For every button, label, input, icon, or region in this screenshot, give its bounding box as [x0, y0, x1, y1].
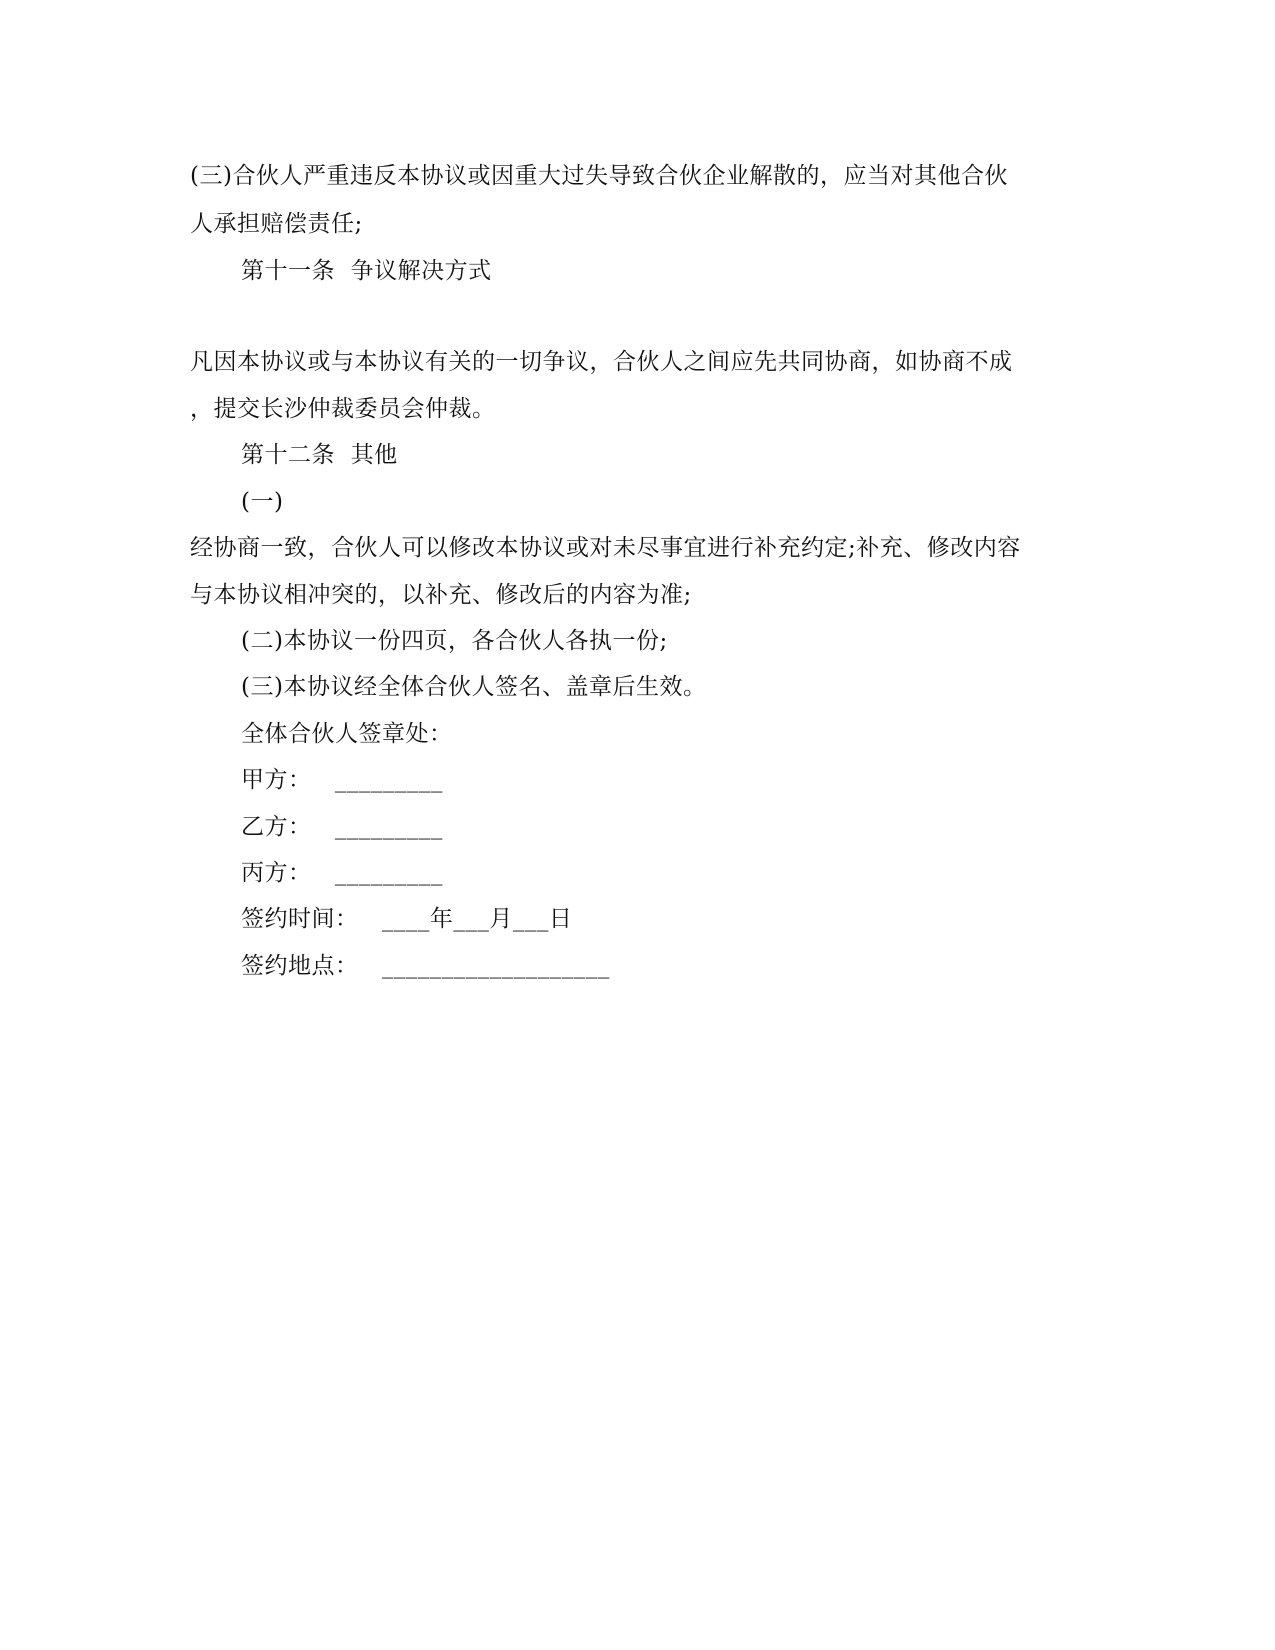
party-c-signature-line: 丙方： _________	[241, 860, 443, 886]
clause-10-item-3-line-1: (三)合伙人严重违反本协议或因重大过失导致合伙企业解散的，应当对其他合伙	[190, 163, 1008, 189]
clause-12-item-1-line-2: 与本协议相冲突的，以补充、修改后的内容为准;	[190, 582, 692, 608]
clause-11-text-line-2: ，提交长沙仲裁委员会仲裁。	[190, 396, 496, 422]
clause-12-item-1-marker: (一)	[241, 489, 284, 515]
signing-date-line: 签约时间： ____年___月___日	[241, 906, 573, 932]
party-b-signature-line: 乙方： _________	[241, 814, 443, 840]
clause-12-item-2: (二)本协议一份四页，各合伙人各执一份;	[241, 628, 668, 654]
clause-11-heading: 第十一条 争议解决方式	[241, 258, 492, 284]
clause-12-item-3: (三)本协议经全体合伙人签名、盖章后生效。	[241, 674, 707, 700]
party-a-signature-line: 甲方： _________	[241, 767, 443, 793]
signature-section-heading: 全体合伙人签章处：	[241, 721, 453, 747]
clause-12-heading: 第十二条 其他	[241, 442, 398, 468]
clause-10-item-3-line-2: 人承担赔偿责任;	[190, 211, 363, 237]
clause-12-item-1-line-1: 经协商一致，合伙人可以修改本协议或对未尽事宜进行补充约定;补充、修改内容	[190, 535, 1021, 561]
clause-11-text-line-1: 凡因本协议或与本协议有关的一切争议，合伙人之间应先共同协商，如协商不成	[190, 349, 1013, 375]
signing-place-line: 签约地点： ___________________	[241, 953, 610, 979]
